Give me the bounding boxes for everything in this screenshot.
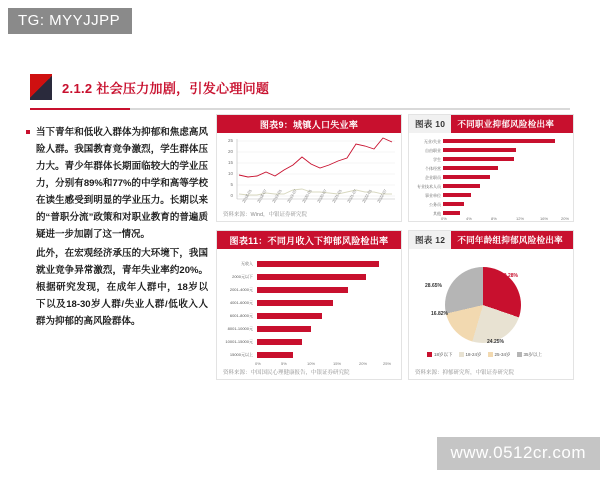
chart-9-source: 资料来源：Wind，中银证券研究院 [223, 212, 308, 218]
chart-10-bar-3 [443, 166, 498, 170]
chart-11-cat-5: 8001-10000元 [227, 326, 253, 331]
chart-10-xtick-3: 12% [516, 216, 525, 221]
chart-11-cat-6: 10001-15000元 [225, 339, 253, 344]
chart-10-cat-6: 事业单位 [425, 193, 441, 198]
chart-11-bar-3 [257, 300, 333, 306]
chart-11-cat-2: 2001-4000元 [229, 287, 253, 292]
chart-9-xtick-8: 2022-01 [361, 188, 373, 204]
chart-11-bar-2 [257, 287, 348, 293]
chart-11-cat-7: 15000元以上 [229, 352, 253, 357]
chart-10-bar-2 [443, 157, 514, 161]
chart-11-cat-3: 4001-6000元 [229, 300, 253, 305]
chart-10-bar-6 [443, 193, 471, 197]
chart-11-source: 资料来源：中国国民心理健康报告，中银证券研究院 [223, 370, 350, 376]
chart-10-cat-5: 专业技术人员 [417, 184, 441, 189]
chart-panel-10 [408, 114, 574, 222]
chart-9-title: 图表9：城镇人口失业率 [217, 115, 401, 133]
chart-panel-11 [216, 230, 402, 380]
chart-9-xtick-3: 2019-07 [286, 188, 298, 204]
chart-10-cat-1: 自由职业 [425, 148, 441, 153]
chart-9-ytick-5: 0 [230, 193, 233, 198]
chart-10-cat-8: 其他 [433, 211, 441, 216]
chart-12-legend-item-2: 25-34岁 [488, 352, 511, 358]
chart-9-xtick-5: 2020-07 [316, 188, 328, 204]
chart-10-cat-4: 企业职员 [425, 175, 441, 180]
telegram-badge: TG: MYYJJPP [8, 8, 132, 34]
chart-12-value-1: 24.25% [487, 339, 504, 345]
chart-panel-12 [408, 230, 574, 380]
chart-11-bar-4 [257, 313, 322, 319]
chart-9-xtick-6: 2021-01 [331, 188, 343, 204]
chart-10-xtick-5: 20% [561, 216, 570, 221]
chart-11-xtick-3: 15% [333, 361, 342, 366]
chart-11-bar-7 [257, 352, 293, 358]
chart-10-title: 不同职业抑郁风险检出率 [451, 115, 573, 133]
chart-10-bar-0 [443, 139, 555, 143]
page-title: 2.1.2 社会压力加剧，引发心理问题 [62, 80, 270, 96]
chart-11-xtick-1: 5% [281, 361, 287, 366]
chart-9-ytick-2: 15 [227, 160, 233, 165]
chart-9-xtick-9: 2022-07 [376, 188, 388, 204]
paragraph-1: 当下青年和低收入群体为抑郁和焦虑高风险人群。我国教育竞争激烈，学生群体压力大。青少年群体长期面临较大的学业压力，分别有89%和77%的中学和高等学校在读生感受到明显的学业压力。长期以来的“普职分流”政策和对职业教育的普遍质疑进一步加剧了这一情况。 [26, 124, 208, 243]
chart-12-legend [427, 352, 542, 358]
chart-10-body [409, 133, 573, 222]
chart-12-legend-item-1: 18-24岁 [459, 352, 482, 358]
chart-12-value-0: 30.28% [501, 273, 518, 279]
chart-11-body [217, 249, 401, 380]
chart-9-ytick-4: 5 [230, 182, 233, 187]
chart-10-bar-4 [443, 175, 490, 179]
chart-11-xtick-2: 10% [307, 361, 316, 366]
body-text-column [26, 124, 208, 330]
chart-12-body [409, 249, 573, 380]
chart-10-cat-0: 无业/失业 [423, 139, 441, 144]
chart-11-cat-1: 2000元以下 [232, 274, 253, 279]
title-marker-icon [30, 74, 52, 100]
chart-9-xtick-2: 2019-01 [271, 188, 283, 204]
chart-10-bar-1 [443, 148, 516, 152]
chart-10-cat-3: 个体经营 [425, 166, 441, 171]
chart-10-header [409, 115, 573, 133]
chart-12-value-3: 28.65% [425, 283, 442, 289]
chart-9-ytick-0: 25 [227, 138, 233, 143]
chart-12-legend-item-0: 18岁以下 [427, 352, 453, 358]
chart-9-ytick-3: 10 [227, 171, 233, 176]
chart-11-xtick-4: 20% [359, 361, 368, 366]
chart-11-cat-0: 无收入 [241, 261, 253, 266]
slide-title-row [30, 74, 269, 100]
chart-10-cat-2: 学生 [433, 157, 441, 162]
slide-canvas [0, 46, 600, 436]
chart-9-xtick-4: 2020-01 [301, 188, 313, 204]
chart-10-badge: 图表 10 [409, 115, 451, 133]
chart-12-source: 资料来源：抑郁研究所，中银证券研究院 [415, 370, 515, 376]
chart-10-bar-5 [443, 184, 480, 188]
chart-11-bar-0 [257, 261, 379, 267]
chart-10-xtick-2: 8% [491, 216, 497, 221]
chart-10-cat-7: 公务员 [429, 202, 441, 207]
chart-10-xtick-4: 16% [540, 216, 549, 221]
chart-12-badge: 图表 12 [409, 231, 451, 249]
chart-10-bar-8 [443, 211, 460, 215]
title-divider [30, 108, 570, 110]
chart-9-xtick-0: 2018-01 [241, 188, 253, 204]
chart-10-xtick-1: 4% [466, 216, 472, 221]
chart-10-bar-7 [443, 202, 464, 206]
chart-12-legend-item-3: 35岁以上 [517, 352, 543, 358]
paragraph-2: 此外，在宏观经济承压的大环境下，我国就业竞争异常激烈，青年失业率约20%。根据研究发现，在成年人群中，18岁以下以及18-30岁人群/失业人群/低收入人群为抑郁的高风险群体。 [36, 248, 208, 327]
chart-11-bar-1 [257, 274, 366, 280]
chart-10-xtick-0: 0% [441, 216, 447, 221]
chart-9-xtick-1: 2018-07 [256, 188, 268, 204]
chart-11-bar-5 [257, 326, 311, 332]
chart-9-body [217, 133, 401, 222]
chart-11-xtick-0: 0% [255, 361, 261, 366]
chart-9-ytick-1: 20 [227, 149, 233, 154]
chart-12-value-2: 16.82% [431, 311, 448, 317]
chart-9-xtick-7: 2021-07 [346, 188, 358, 204]
chart-panel-9 [216, 114, 402, 222]
chart-11-bar-6 [257, 339, 302, 345]
watermark: www.0512cr.com [437, 437, 600, 470]
chart-11-cat-4: 6001-8000元 [229, 313, 253, 318]
chart-11-xtick-5: 25% [383, 361, 392, 366]
chart-12-header [409, 231, 573, 249]
chart-11-title: 图表11：不同月收入下抑郁风险检出率 [217, 231, 401, 249]
chart-12-title: 不同年龄组抑郁风险检出率 [451, 231, 573, 249]
